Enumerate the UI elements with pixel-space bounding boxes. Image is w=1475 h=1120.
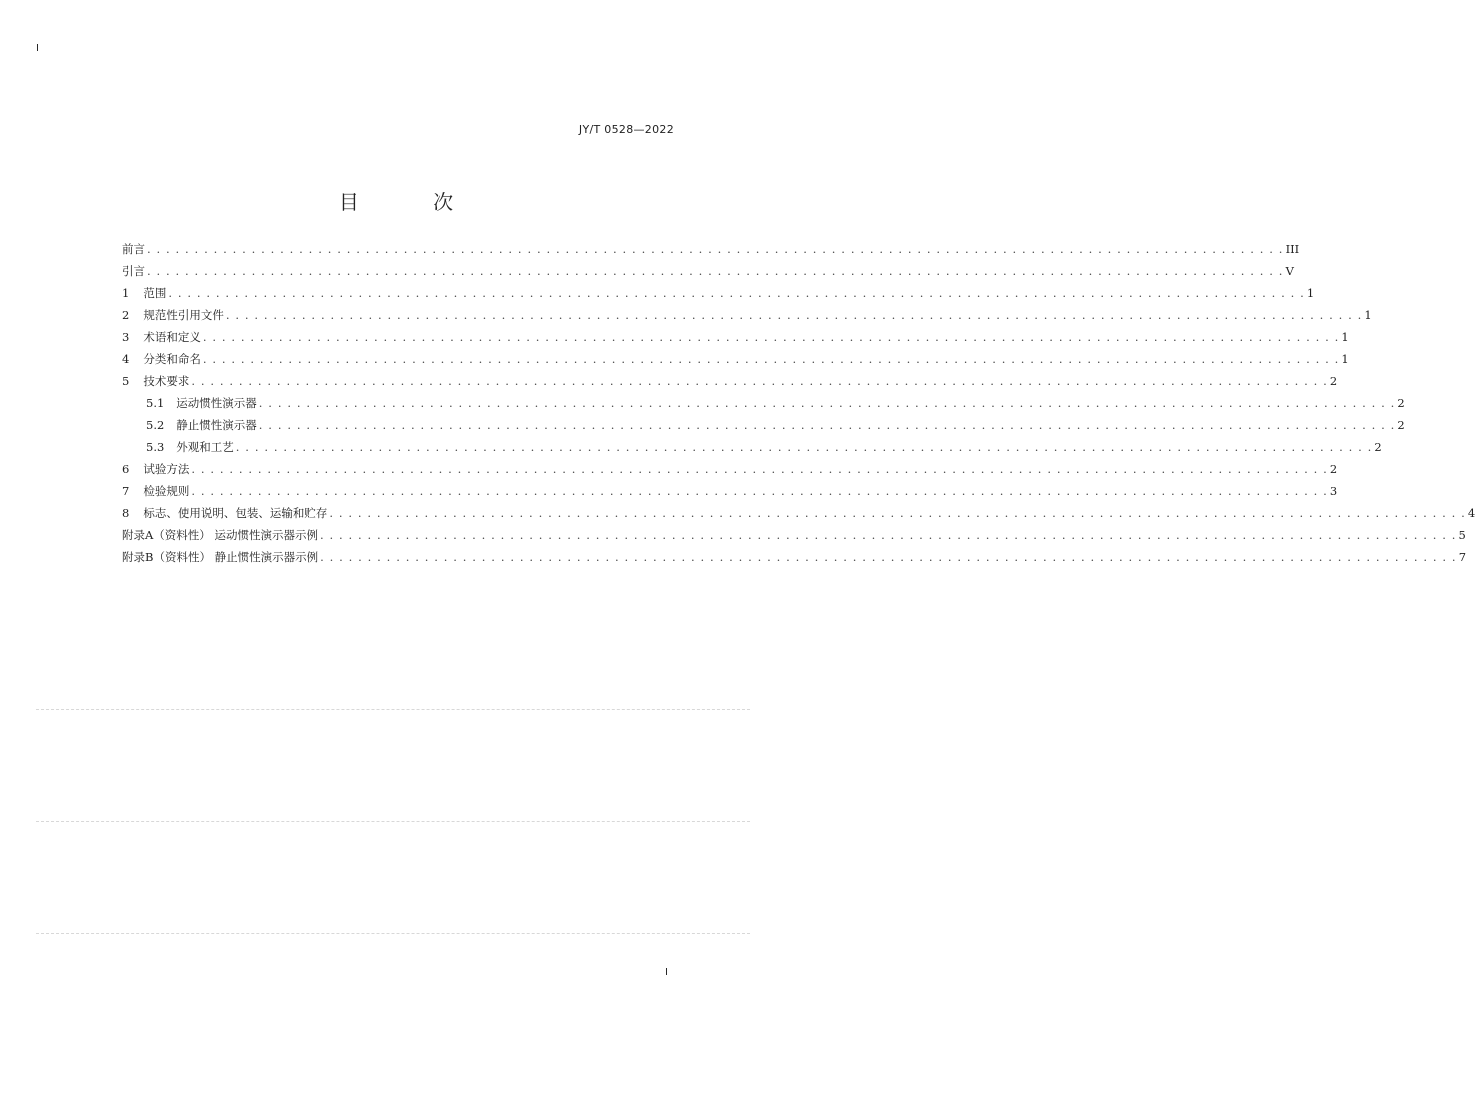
- divider: [36, 709, 750, 710]
- toc-leader-dots: . . . . . . . . . . . . . . . . . . . . . . . . . . . . . . . . . . . . . . . . . . . . . . . . . . . . . . . . . . . . . . . . . . . . . . . . . . . . . . . . . . . . . . . . . . . . . . . . . . . . . . . . . . . . . . . . . . . . . . . .: [225, 308, 1363, 322]
- toc-leader-dots: . . . . . . . . . . . . . . . . . . . . . . . . . . . . . . . . . . . . . . . . . . . . . . . . . . . . . . . . . . . . . . . . . . . . . . . . . . . . . . . . . . . . . . . . . . . . . . . . . . . . . . . . . . . . . . . . . . . . . . . .: [235, 440, 1373, 454]
- toc-entry-page: 2: [1397, 396, 1405, 410]
- toc-entry[interactable]: [122, 505, 1475, 527]
- toc-leader-dots: . . . . . . . . . . . . . . . . . . . . . . . . . . . . . . . . . . . . . . . . . . . . . . . . . . . . . . . . . . . . . . . . . . . . . . . . . . . . . . . . . . . . . . . . . . . . . . . . . . . . . . . . . . . . . . . . . . . . . . . .: [191, 462, 1328, 476]
- toc-entry[interactable]: [122, 483, 1338, 505]
- toc-entry-page: 1: [1364, 308, 1372, 322]
- toc-entry-number: 2: [122, 308, 130, 322]
- toc-entry-number: 5: [122, 374, 130, 388]
- toc-leader-dots: . . . . . . . . . . . . . . . . . . . . . . . . . . . . . . . . . . . . . . . . . . . . . . . . . . . . . . . . . . . . . . . . . . . . . . . . . . . . . . . . . . . . . . . . . . . . . . . . . . . . . . . . . . . . . . . . . . . . . . . .: [202, 330, 1340, 344]
- toc-entry[interactable]: [122, 329, 1349, 351]
- toc-entry-number: 7: [122, 484, 130, 498]
- toc-entry-label: 分类和命名: [143, 352, 201, 366]
- page-title: 目 次: [338, 190, 488, 214]
- toc-entry-page: 2: [1329, 374, 1338, 388]
- toc-entry-page: 3: [1329, 484, 1338, 498]
- toc-entry[interactable]: [122, 373, 1338, 395]
- toc-entry-page: 1: [1306, 286, 1315, 300]
- toc-entry-label: 附录A（资料性） 运动惯性演示器示例: [122, 528, 318, 542]
- toc-entry-page: 4: [1467, 506, 1475, 520]
- toc-entry-number: 5.3: [146, 440, 165, 454]
- toc-entry-number: 1: [122, 286, 130, 300]
- footer-page-number: I: [665, 967, 668, 978]
- toc-entry[interactable]: [122, 439, 1382, 461]
- toc-entry-number: 4: [122, 352, 130, 366]
- toc-leader-dots: . . . . . . . . . . . . . . . . . . . . . . . . . . . . . . . . . . . . . . . . . . . . . . . . . . . . . . . . . . . . . . . . . . . . . . . . . . . . . . . . . . . . . . . . . . . . . . . . . . . . . . . . . . . . . . . . . . . . . . . .: [147, 264, 1284, 278]
- toc-leader-dots: . . . . . . . . . . . . . . . . . . . . . . . . . . . . . . . . . . . . . . . . . . . . . . . . . . . . . . . . . . . . . . . . . . . . . . . . . . . . . . . . . . . . . . . . . . . . . . . . . . . . . . . . . . . . . . . . . . . . . . . .: [191, 374, 1328, 388]
- toc-entry[interactable]: [122, 263, 1294, 285]
- toc-entry-page: III: [1285, 242, 1300, 256]
- toc-entry-page: 2: [1329, 462, 1338, 476]
- toc-entry[interactable]: [122, 461, 1338, 483]
- toc-leader-dots: . . . . . . . . . . . . . . . . . . . . . . . . . . . . . . . . . . . . . . . . . . . . . . . . . . . . . . . . . . . . . . . . . . . . . . . . . . . . . . . . . . . . . . . . . . . . . . . . . . . . . . . . . . . . . . . . . . . . . . . .: [320, 550, 1457, 564]
- toc-entry[interactable]: [122, 285, 1315, 307]
- toc-leader-dots: . . . . . . . . . . . . . . . . . . . . . . . . . . . . . . . . . . . . . . . . . . . . . . . . . . . . . . . . . . . . . . . . . . . . . . . . . . . . . . . . . . . . . . . . . . . . . . . . . . . . . . . . . . . . . . . . . . . . . . . .: [329, 506, 1466, 520]
- toc-entry-label: 静止惯性演示器: [176, 418, 257, 432]
- toc-entry-label: 术语和定义: [143, 330, 201, 344]
- toc-leader-dots: . . . . . . . . . . . . . . . . . . . . . . . . . . . . . . . . . . . . . . . . . . . . . . . . . . . . . . . . . . . . . . . . . . . . . . . . . . . . . . . . . . . . . . . . . . . . . . . . . . . . . . . . . . . . . . . . . . . . . . . .: [191, 484, 1328, 498]
- toc-entry[interactable]: [122, 417, 1405, 439]
- toc-entry-label: 检验规则: [143, 484, 190, 498]
- toc-entry-page: 7: [1458, 550, 1467, 564]
- toc-entry-label: 技术要求: [143, 374, 190, 388]
- toc-entry-page: 2: [1374, 440, 1382, 454]
- toc-entry-number: 3: [122, 330, 130, 344]
- toc-entry[interactable]: [122, 351, 1349, 373]
- toc-entry[interactable]: [122, 549, 1467, 571]
- toc-leader-dots: . . . . . . . . . . . . . . . . . . . . . . . . . . . . . . . . . . . . . . . . . . . . . . . . . . . . . . . . . . . . . . . . . . . . . . . . . . . . . . . . . . . . . . . . . . . . . . . . . . . . . . . . . . . . . . . . . . . . . . . .: [319, 528, 1457, 542]
- toc-entry-label: 引言: [122, 264, 145, 278]
- toc-entry-label: 范围: [143, 286, 167, 300]
- divider: [36, 933, 750, 934]
- toc-entry[interactable]: [122, 395, 1405, 417]
- toc-entry-number: 6: [122, 462, 130, 476]
- toc-entry[interactable]: [122, 307, 1372, 329]
- toc-entry-label: 试验方法: [143, 462, 190, 476]
- toc-entry[interactable]: [122, 241, 1300, 263]
- table-of-contents: [122, 241, 1475, 571]
- toc-leader-dots: . . . . . . . . . . . . . . . . . . . . . . . . . . . . . . . . . . . . . . . . . . . . . . . . . . . . . . . . . . . . . . . . . . . . . . . . . . . . . . . . . . . . . . . . . . . . . . . . . . . . . . . . . . . . . . . . . . . . . . . .: [258, 396, 1396, 410]
- toc-entry-number: 5.2: [146, 418, 165, 432]
- toc-entry-label: 外观和工艺: [176, 440, 234, 454]
- toc-entry-number: 5.1: [146, 396, 165, 410]
- toc-entry-page: 2: [1397, 418, 1405, 432]
- divider: [36, 821, 750, 822]
- toc-entry-label: 前言: [122, 242, 145, 256]
- toc-entry-number: 8: [122, 506, 130, 520]
- toc-entry-page: 1: [1341, 352, 1349, 366]
- toc-entry-page: 5: [1458, 528, 1466, 542]
- toc-entry-page: 1: [1341, 330, 1349, 344]
- toc-leader-dots: . . . . . . . . . . . . . . . . . . . . . . . . . . . . . . . . . . . . . . . . . . . . . . . . . . . . . . . . . . . . . . . . . . . . . . . . . . . . . . . . . . . . . . . . . . . . . . . . . . . . . . . . . . . . . . . . . . . . . . . .: [258, 418, 1396, 432]
- toc-entry[interactable]: [122, 527, 1466, 549]
- toc-leader-dots: . . . . . . . . . . . . . . . . . . . . . . . . . . . . . . . . . . . . . . . . . . . . . . . . . . . . . . . . . . . . . . . . . . . . . . . . . . . . . . . . . . . . . . . . . . . . . . . . . . . . . . . . . . . . . . . . . . . . . . . .: [147, 242, 1284, 256]
- toc-leader-dots: . . . . . . . . . . . . . . . . . . . . . . . . . . . . . . . . . . . . . . . . . . . . . . . . . . . . . . . . . . . . . . . . . . . . . . . . . . . . . . . . . . . . . . . . . . . . . . . . . . . . . . . . . . . . . . . . . . . . . . . .: [168, 286, 1305, 300]
- toc-entry-label: 标志、使用说明、包装、运输和贮存: [143, 506, 328, 520]
- standard-code: JY/T 0528—2022: [578, 123, 674, 136]
- toc-leader-dots: . . . . . . . . . . . . . . . . . . . . . . . . . . . . . . . . . . . . . . . . . . . . . . . . . . . . . . . . . . . . . . . . . . . . . . . . . . . . . . . . . . . . . . . . . . . . . . . . . . . . . . . . . . . . . . . . . . . . . . . .: [202, 352, 1340, 366]
- corner-page-mark: I: [36, 43, 39, 54]
- toc-entry-label: 附录B（资料性） 静止惯性演示器示例: [122, 550, 319, 564]
- toc-entry-page: V: [1285, 264, 1294, 278]
- toc-entry-label: 规范性引用文件: [143, 308, 224, 322]
- toc-entry-label: 运动惯性演示器: [176, 396, 257, 410]
